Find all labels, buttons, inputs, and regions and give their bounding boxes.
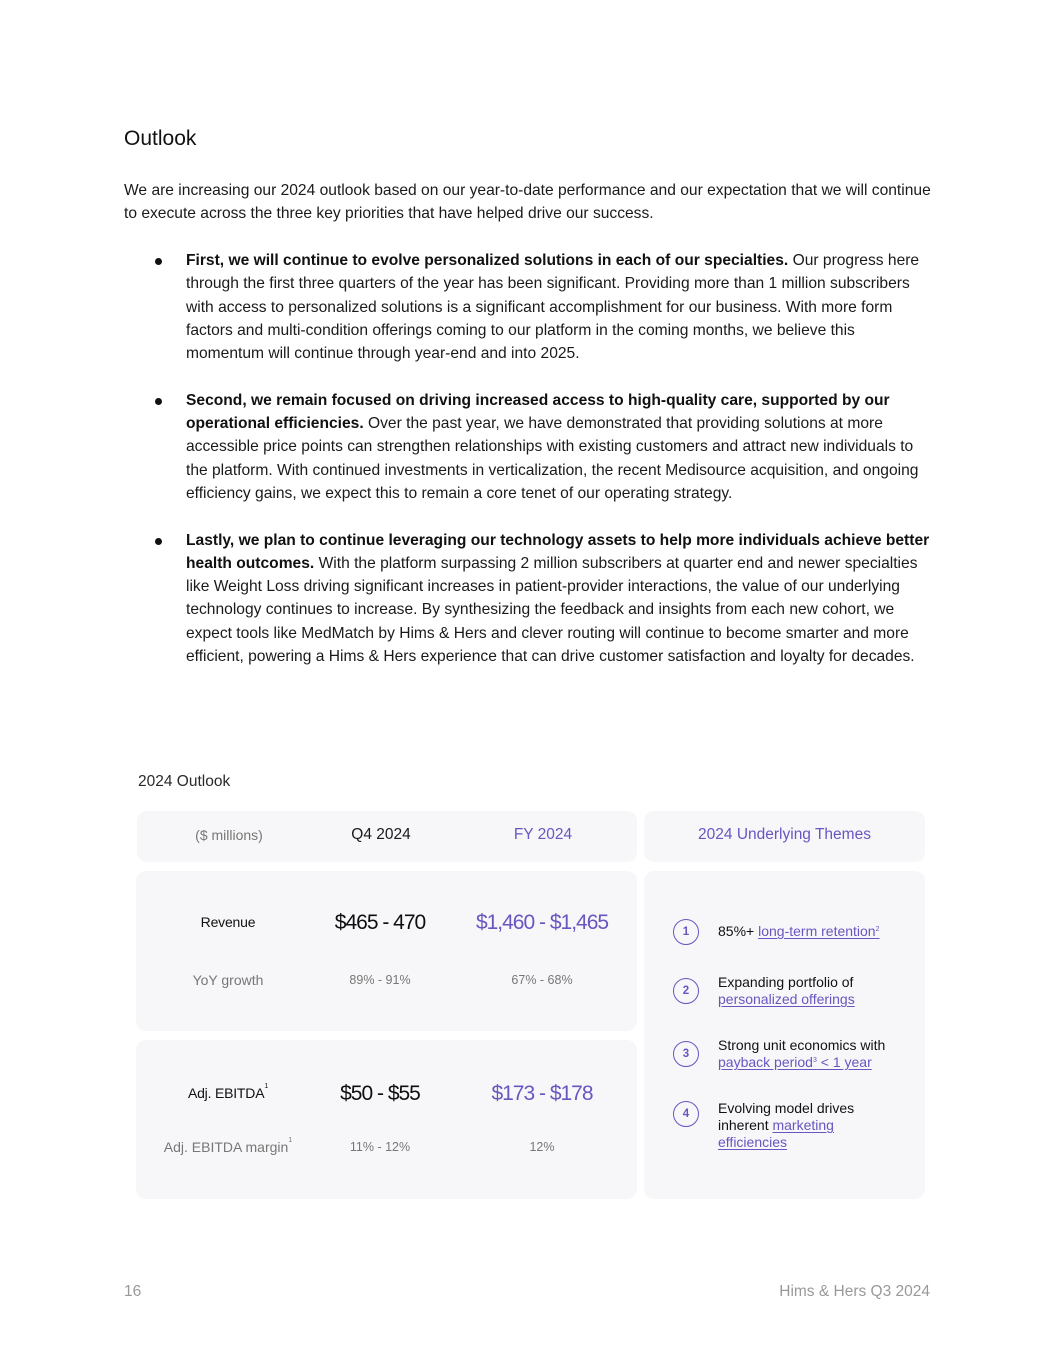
yoy-growth-label: YoY growth <box>192 972 264 988</box>
priority-item <box>124 249 936 365</box>
priority-heading: Second, we remain focused on driving increased access to high-quality care, supported by our operational efficiencies. <box>186 391 890 433</box>
priority-item <box>124 529 936 669</box>
themes-header <box>644 811 925 862</box>
bullet-dot-icon <box>155 538 162 545</box>
page-number: 16 <box>124 1283 142 1300</box>
yoy-growth-fy: 67% - 68% <box>511 973 573 987</box>
intro-paragraph: We are increasing our 2024 outlook based on our year-to-date performance and our expectation that we will continue to execute across the three key priorities that have helped drive our success. <box>124 182 931 223</box>
number-circle-icon: 3 <box>673 1041 699 1067</box>
footnote-ref: 1 <box>264 1083 269 1090</box>
bullet-dot-icon <box>155 398 162 405</box>
theme-link[interactable]: marketing efficiencies <box>718 1117 834 1150</box>
q4-column-header: Q4 2024 <box>351 826 411 843</box>
theme-item: 1 85%+ long-term retention$^2$ <box>673 919 913 945</box>
fy-column-header: FY 2024 <box>513 826 573 843</box>
priorities-list <box>124 249 936 692</box>
outlook-header-row <box>137 811 637 862</box>
revenue-panel <box>136 871 637 1031</box>
number-circle-icon: 1 <box>673 919 699 945</box>
ebitda-q4-value: $50 - $55 <box>340 1082 420 1105</box>
priority-body: With the platform surpassing 2 million subscribers at quarter end and newer specialties like Weight Loss driving significant increases in patient-provider interactions, the value of our underlying technology continues to increase. By synthesizing the feedback and insights from each new cohort, we expect tools like MedMatch by Hims & Hers and clever routing will continue to become smarter and more efficient, powering a Hims & Hers experience that can drive customer satisfaction and loyalty for decades. <box>186 554 918 666</box>
theme-item: 2 Expanding portfolio of personalized offerings <box>673 974 913 1008</box>
priority-heading: Lastly, we plan to continue leveraging our technology assets to help more individuals achieve better health outcomes. <box>186 531 930 572</box>
priority-heading: First, we will continue to evolve personalized solutions in each of our specialties. <box>186 252 789 269</box>
ebitda-margin-label: Adj. EBITDA margin$^1$ <box>163 1137 293 1155</box>
footnote-ref: 1 <box>288 1137 293 1144</box>
revenue-label: Revenue <box>200 914 256 930</box>
priority-body: Our progress here through the first three quarters of the year has been significant. Providing more than 1 million subscribers with access to personalized solutions is a significant accomplishment for our business. With more form factors and multi-condition offerings coming to our platform in the coming months, we believe this momentum will continue through year-end and into 2025. <box>186 252 920 363</box>
theme-link[interactable]: personalized offerings <box>718 991 855 1007</box>
number-circle-icon: 2 <box>673 978 699 1004</box>
revenue-q4-value: $465 - 470 <box>334 911 426 934</box>
theme-link[interactable]: payback period$^3$ < 1 year <box>718 1054 872 1070</box>
ebitda-margin-fy: 12% <box>529 1140 555 1154</box>
priority-item <box>124 389 936 505</box>
ebitda-margin-q4: 11% - 12% <box>349 1140 411 1154</box>
theme-link[interactable]: long-term retention$^2$ <box>758 923 880 939</box>
priority-body: Over the past year, we have demonstrated that providing solutions at more accessible price points can strengthen relationships with existing customers and attract new individuals to the platform. With continued investments in verticalization, the recent Medisource acquisition, and ongoing efficiency gains, we expect this to remain a core tenet of our operating strategy. <box>186 415 919 502</box>
page-title: Outlook <box>124 127 197 150</box>
footer-brand: Hims & Hers Q3 2024 <box>779 1283 930 1300</box>
unit-label: ($ millions) <box>195 827 263 843</box>
bullet-dot-icon <box>155 258 162 265</box>
revenue-fy-value: $1,460 - $1,465 <box>475 911 609 934</box>
theme-item: 4 Evolving model drives inherent marketing efficiencies <box>673 1100 913 1151</box>
themes-panel <box>644 871 925 1199</box>
ebitda-label: Adj. EBITDA$^1$ <box>187 1083 269 1101</box>
yoy-growth-q4: 89% - 91% <box>349 973 411 987</box>
number-circle-icon: 4 <box>673 1101 699 1127</box>
themes-title: 2024 Underlying Themes <box>698 826 871 843</box>
ebitda-panel <box>136 1040 637 1199</box>
theme-item: 3 Strong unit economics with payback period$^3$ < 1 year <box>673 1037 913 1071</box>
ebitda-fy-value: $173 - $178 <box>491 1082 593 1105</box>
outlook-table-title: 2024 Outlook <box>138 773 231 790</box>
